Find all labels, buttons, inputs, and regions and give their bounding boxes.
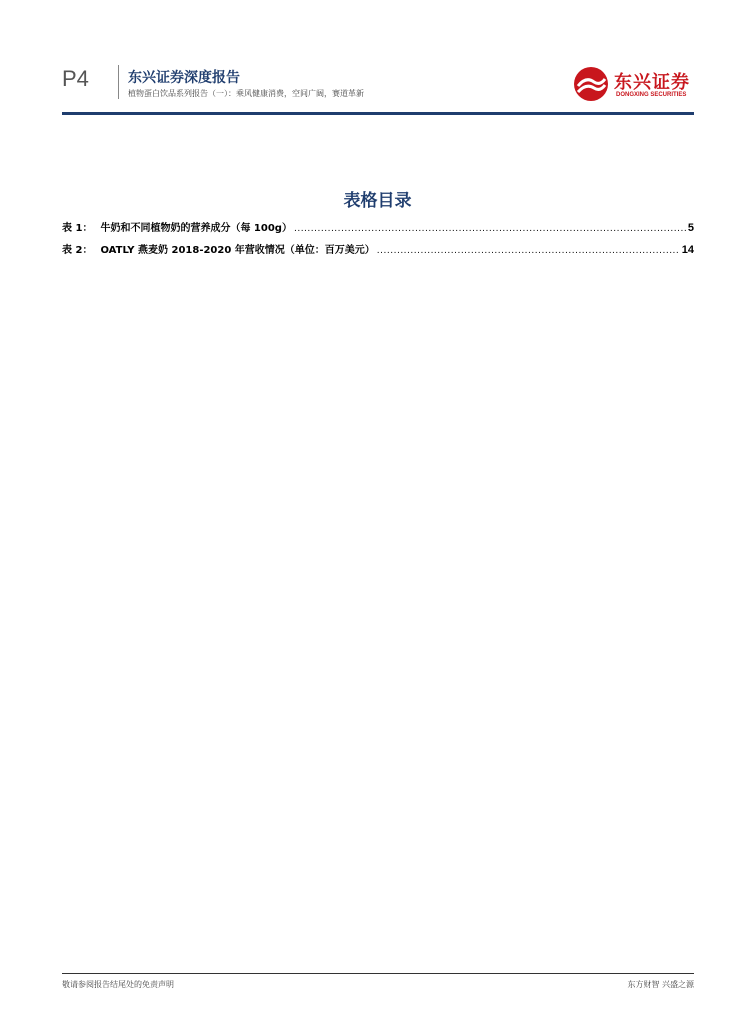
report-subtitle: 植物蛋白饮品系列报告（一）：乘风健康消费，空间广阔，赛道革新 [128,89,364,98]
toc-entry-number: 表 2： [62,245,93,256]
footer-rule [62,973,694,974]
logo-name-en: DONGXING SECURITIES [616,92,687,98]
page-number: P4 [62,66,89,91]
header-divider [118,65,119,99]
footer-disclaimer: 敬请参阅报告结尾处的免责声明 [62,980,174,989]
footer-slogan: 东方财智 兴盛之源 [627,980,694,989]
toc-leader-dots [294,224,686,234]
dongxing-logo-icon [572,66,610,102]
header-rule [62,112,694,115]
toc-entry-number: 表 1： [62,223,93,234]
toc-entry-text: 牛奶和不同植物奶的营养成分（每 100g） [100,223,292,234]
toc-entry-label [62,219,292,234]
toc-entry-text: OATLY 燕麦奶 2018-2020 年营收情况（单位：百万美元） [100,245,375,256]
toc-entry[interactable] [62,241,694,263]
toc-entry-page: 14 [681,244,694,256]
toc-entry-page: 5 [687,222,694,234]
toc-entry-label [62,241,375,256]
toc-list [62,219,694,263]
toc-title: 表格目录 [343,191,412,211]
brand-title: 东兴证券深度报告 [128,70,240,86]
toc-entry[interactable] [62,219,694,241]
logo-name-cn: 东兴证券 [614,72,690,93]
company-logo [572,66,694,102]
toc-leader-dots [377,246,680,256]
